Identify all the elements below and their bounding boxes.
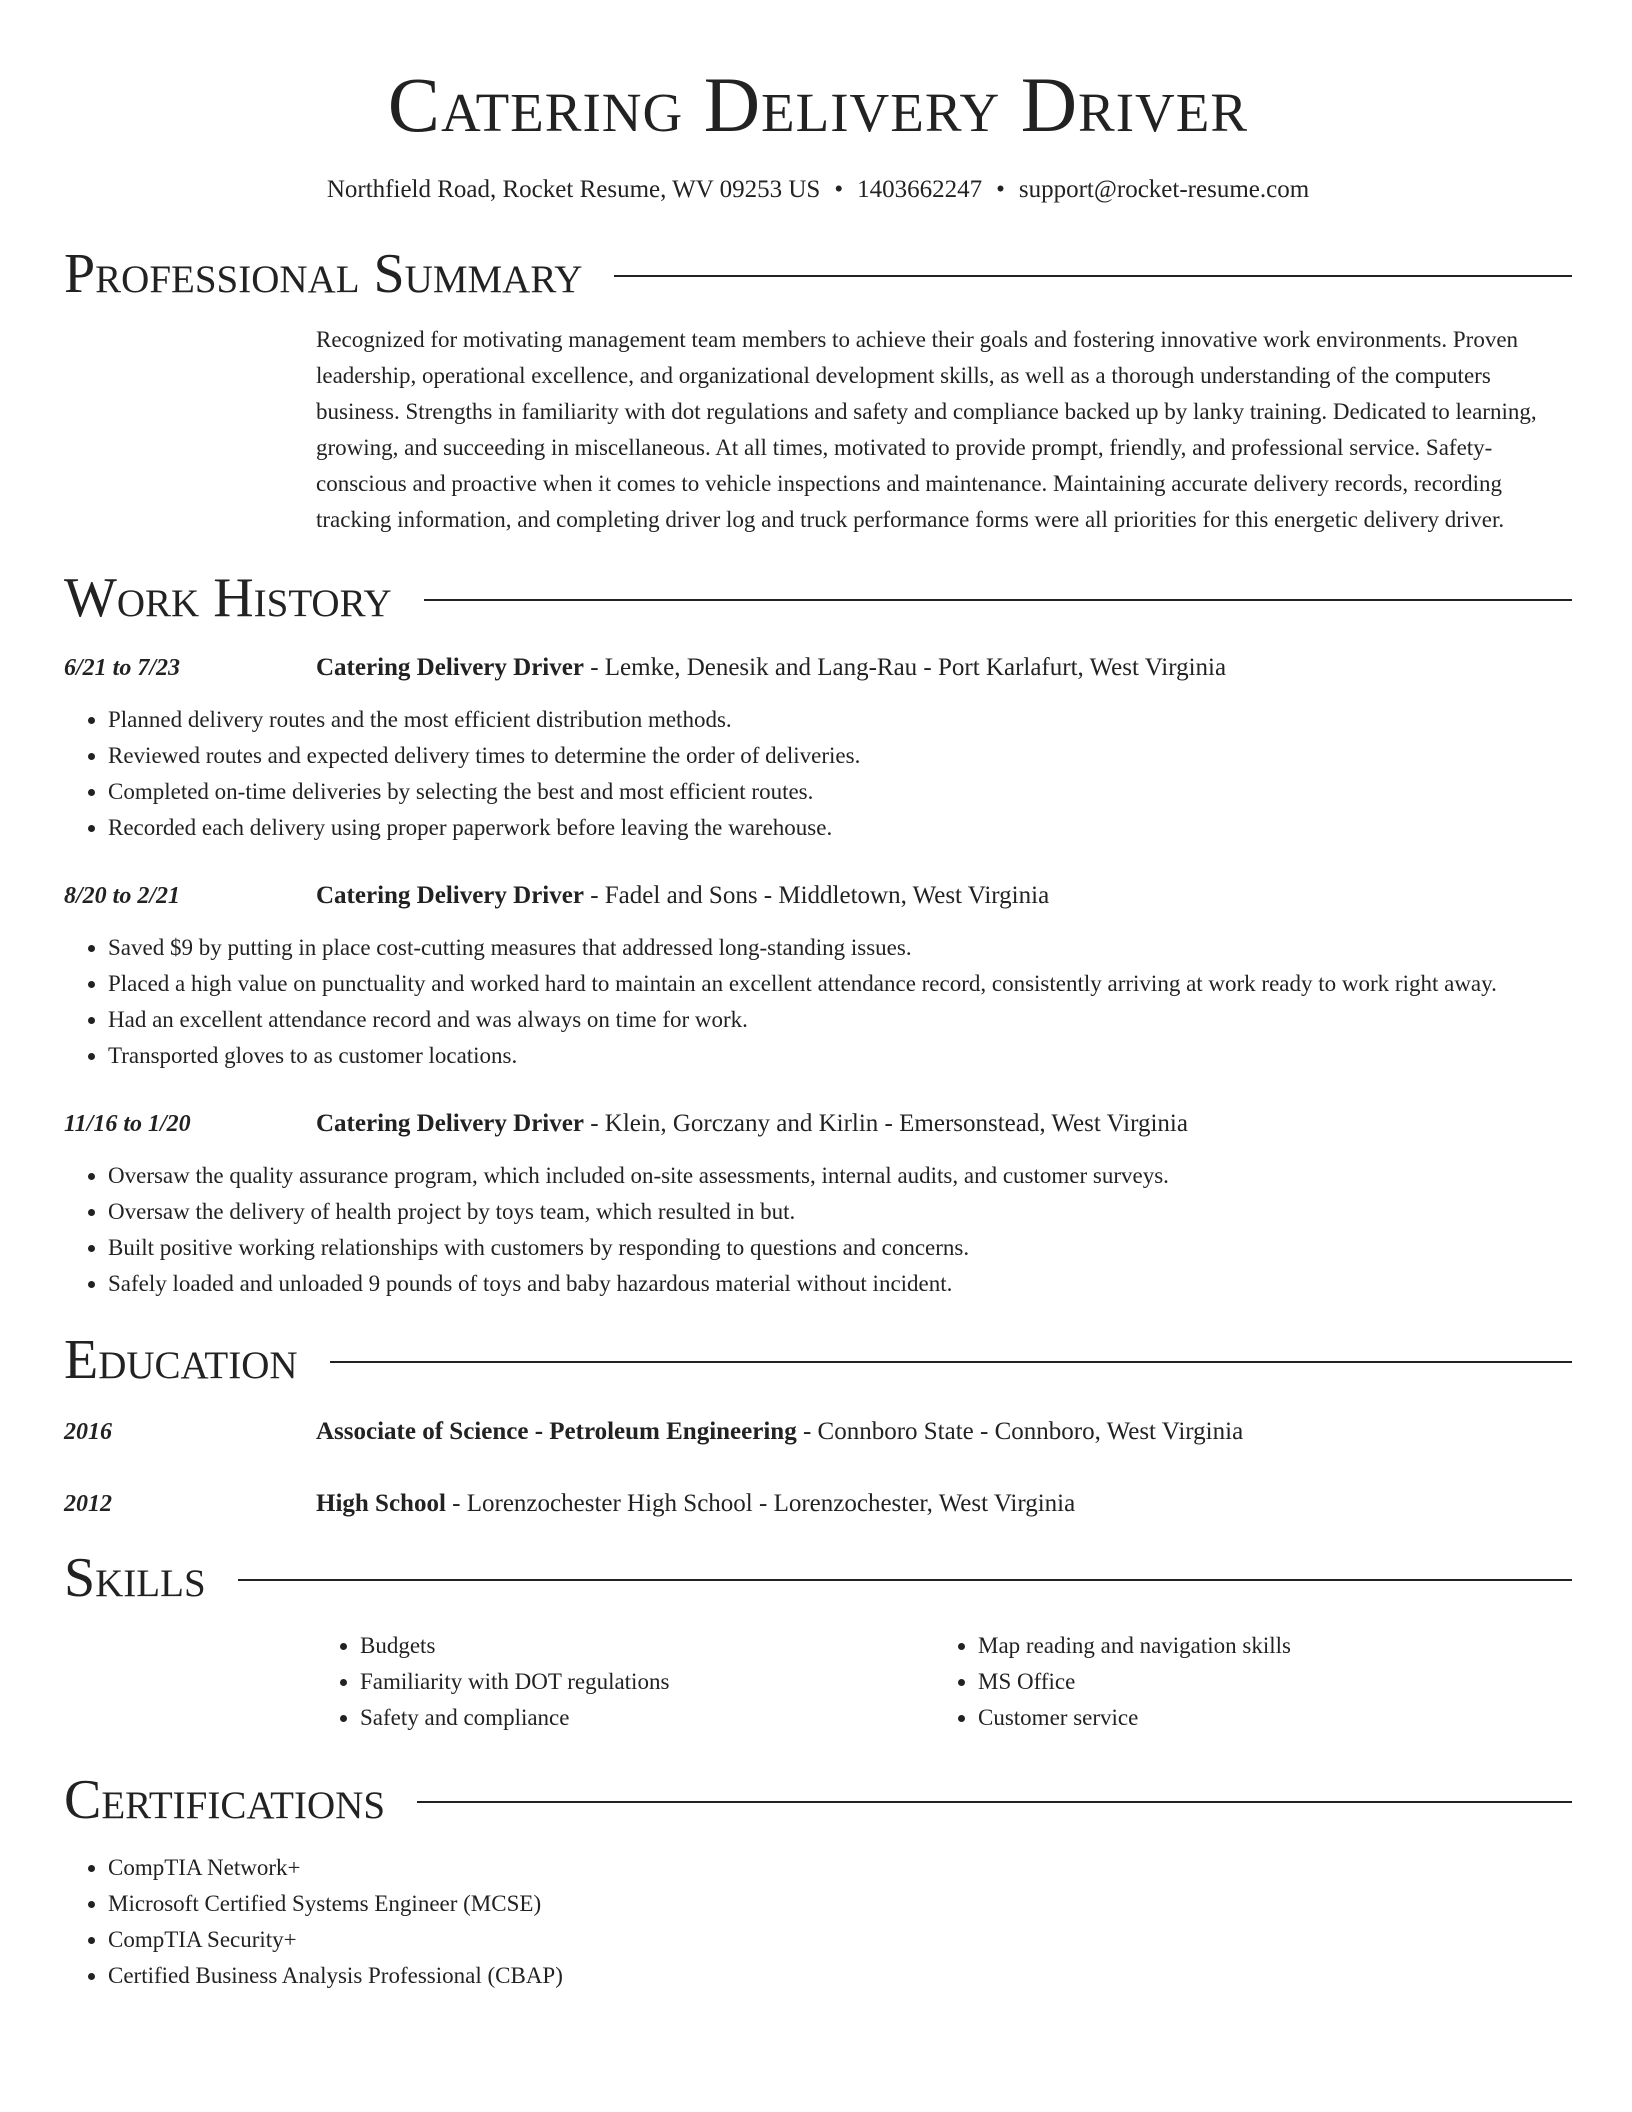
- skills-section-header: [64, 1546, 1572, 1610]
- education-entry: [64, 1486, 1572, 1522]
- list-item: • Placed a high value on punctuality and worked hard to maintain an excellent attendance record, consistently arriving at work ready to work right away.: [108, 966, 1572, 1002]
- list-item: • Certified Business Analysis Professional (CBAP): [108, 1958, 1572, 1994]
- job-role: Catering Delivery Driver: [316, 654, 584, 681]
- work-section-header: [64, 566, 1572, 630]
- job-role: Catering Delivery Driver: [316, 882, 584, 909]
- contact-separator: •: [996, 176, 1005, 203]
- work-section-title: Work History: [64, 567, 392, 629]
- education-school: - Connboro State - Connboro, West Virginia: [796, 1418, 1244, 1445]
- education-degree: Associate of Science - Petroleum Engineering: [316, 1418, 797, 1445]
- certifications-section-title: Certifications: [64, 1769, 386, 1831]
- contact-line: [64, 172, 1572, 208]
- list-item: • Completed on-time deliveries by selecting the best and most efficient routes.: [108, 774, 1572, 810]
- skills-section-title: Skills: [64, 1547, 206, 1609]
- contact-email: support@rocket-resume.com: [1018, 176, 1310, 203]
- resume-page: [64, 0, 1572, 1994]
- list-item: • Oversaw the quality assurance program, which included on-site assessments, internal audits, and customer surveys.: [108, 1158, 1572, 1194]
- list-item: • Customer service: [978, 1700, 1291, 1736]
- section-divider: [424, 599, 1572, 601]
- job-title-line: [316, 650, 1226, 686]
- education-section-title: Education: [64, 1329, 298, 1391]
- job-entry: [64, 1106, 1572, 1302]
- job-dates: 8/20 to 2/21: [64, 883, 181, 909]
- list-item: • Safely loaded and unloaded 9 pounds of toys and baby hazardous material without incident.: [108, 1266, 1572, 1302]
- list-item: • Budgets: [360, 1628, 934, 1664]
- education-degree: High School: [316, 1490, 446, 1517]
- certifications-list: [64, 1850, 1572, 1994]
- skills-list: [316, 1628, 1572, 1736]
- list-item: • Built positive working relationships with customers by responding to questions and concerns.: [108, 1230, 1572, 1266]
- list-item: • Transported gloves to as customer locations.: [108, 1038, 1572, 1074]
- contact-phone: 1403662247: [857, 176, 983, 203]
- job-bullets: [64, 1158, 1572, 1302]
- contact-address: Northfield Road, Rocket Resume, WV 09253 US: [326, 176, 821, 203]
- list-item: • Safety and compliance: [360, 1700, 934, 1736]
- list-item: • CompTIA Network+: [108, 1850, 1572, 1886]
- list-item: • Map reading and navigation skills: [978, 1628, 1291, 1664]
- education-year: 2016: [64, 1419, 112, 1445]
- list-item: • Microsoft Certified Systems Engineer (MCSE): [108, 1886, 1572, 1922]
- list-item: • Familiarity with DOT regulations: [360, 1664, 934, 1700]
- section-divider: [417, 1801, 1572, 1803]
- education-entry: [64, 1414, 1572, 1450]
- job-dates: 11/16 to 1/20: [64, 1111, 191, 1137]
- list-item: • Reviewed routes and expected delivery times to determine the order of deliveries.: [108, 738, 1572, 774]
- job-employer: - Fadel and Sons - Middletown, West Virginia: [583, 882, 1050, 909]
- section-divider: [614, 275, 1572, 277]
- list-item: • Saved $9 by putting in place cost-cutting measures that addressed long-standing issues.: [108, 930, 1572, 966]
- section-divider: [238, 1579, 1572, 1581]
- list-item: • Recorded each delivery using proper paperwork before leaving the warehouse.: [108, 810, 1572, 846]
- summary-section-header: [64, 242, 1572, 306]
- list-item: • Planned delivery routes and the most efficient distribution methods.: [108, 702, 1572, 738]
- job-title-line: [316, 878, 1049, 914]
- candidate-name: Catering Delivery Driver: [387, 61, 1249, 148]
- job-employer: - Lemke, Denesik and Lang-Rau - Port Karlafurt, West Virginia: [583, 654, 1227, 681]
- education-school: - Lorenzochester High School - Lorenzochester, West Virginia: [445, 1490, 1076, 1517]
- job-entry: [64, 650, 1572, 846]
- education-section-header: [64, 1328, 1572, 1392]
- summary-section-title: Professional Summary: [64, 243, 583, 305]
- list-item: • Had an excellent attendance record and was always on time for work.: [108, 1002, 1572, 1038]
- skills-column-right: [934, 1628, 1291, 1736]
- section-divider: [330, 1361, 1572, 1363]
- list-item: • MS Office: [978, 1664, 1291, 1700]
- job-employer: - Klein, Gorczany and Kirlin - Emersonstead, West Virginia: [583, 1110, 1188, 1137]
- list-item: • Oversaw the delivery of health project by toys team, which resulted in but.: [108, 1194, 1572, 1230]
- job-dates: 6/21 to 7/23: [64, 655, 181, 681]
- list-item: • CompTIA Security+: [108, 1922, 1572, 1958]
- education-line: [316, 1486, 1075, 1522]
- education-year: 2012: [64, 1491, 112, 1517]
- skills-column-left: [316, 1628, 934, 1736]
- certifications-section-header: [64, 1768, 1572, 1832]
- job-bullets: [64, 930, 1572, 1074]
- summary-text: Recognized for motivating management team members to achieve their goals and fostering innovative work environments. Proven leadership, operational excellence, and organizational development skills, as well as a thorough understanding of the computers business. Strengths in familiarity with dot regulations and safety and compliance backed up by lanky training. Dedicated to learning, growing, and succeeding in miscellaneous. At all times, motivated to provide prompt, friendly, and professional service. Safety-conscious and proactive when it comes to vehicle inspections and maintenance. Maintaining accurate delivery records, recording tracking information, and completing driver log and truck performance forms were all priorities for this energetic delivery driver.: [316, 327, 1537, 532]
- education-line: [316, 1414, 1243, 1450]
- job-entry: [64, 878, 1572, 1074]
- job-title-line: [316, 1106, 1188, 1142]
- contact-separator: •: [834, 176, 844, 203]
- job-role: Catering Delivery Driver: [316, 1110, 584, 1137]
- job-bullets: [64, 702, 1572, 846]
